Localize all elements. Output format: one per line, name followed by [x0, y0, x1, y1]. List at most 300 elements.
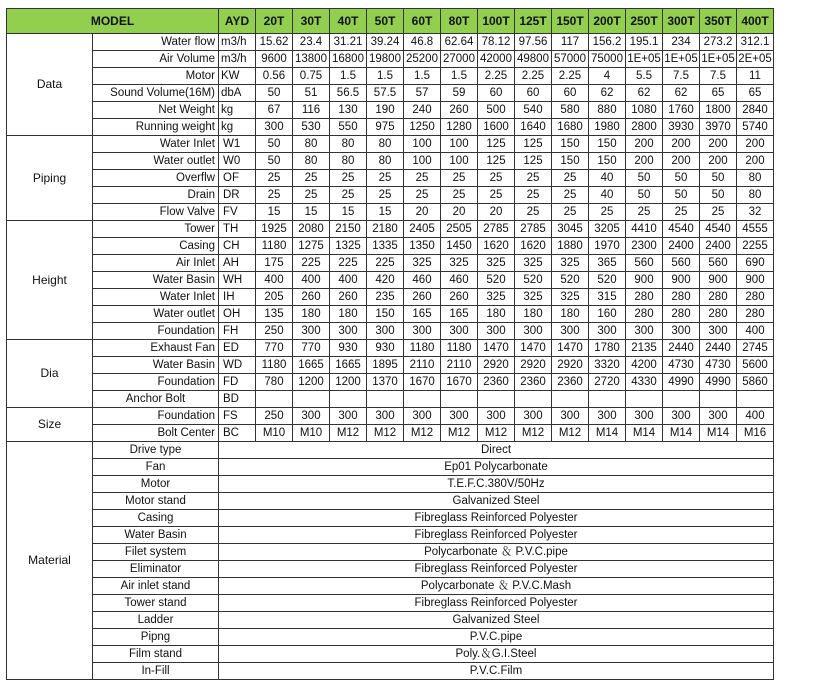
value-cell: 25 [552, 187, 589, 204]
value-cell: M12 [330, 425, 367, 442]
value-cell: 1925 [256, 221, 293, 238]
value-cell: 400 [737, 408, 774, 425]
material-row [7, 663, 774, 680]
value-cell: 1250 [404, 119, 441, 136]
material-value: T.E.F.C.380V/50Hz [219, 476, 774, 493]
row-unit-label: FV [219, 204, 256, 221]
header-row [7, 9, 774, 34]
value-cell: M10 [293, 425, 330, 442]
value-cell: 27000 [441, 51, 478, 68]
value-cell: 2920 [515, 357, 552, 374]
model-col-header: 40T [330, 9, 367, 34]
value-cell: 200 [626, 136, 663, 153]
table-row [7, 340, 774, 357]
row-item-label: Water Inlet [93, 136, 219, 153]
material-value: Fibreglass Reinforced Polyester [219, 595, 774, 612]
value-cell: 2920 [552, 357, 589, 374]
value-cell: 97.56 [515, 34, 552, 51]
value-cell: 205 [256, 289, 293, 306]
value-cell: 80 [737, 187, 774, 204]
value-cell: 300 [404, 323, 441, 340]
table-row [7, 119, 774, 136]
value-cell: 300 [515, 323, 552, 340]
value-cell: 5600 [737, 357, 774, 374]
value-cell: 0.56 [256, 68, 293, 85]
value-cell: 260 [441, 289, 478, 306]
value-cell: 2135 [626, 340, 663, 357]
value-cell: 460 [404, 272, 441, 289]
row-item-label: Overflw [93, 170, 219, 187]
value-cell: 325 [478, 289, 515, 306]
value-cell: 2745 [737, 340, 774, 357]
row-unit-label: WD [219, 357, 256, 374]
value-cell: 50 [256, 85, 293, 102]
value-cell: 150 [552, 136, 589, 153]
value-cell: 225 [367, 255, 404, 272]
value-cell: 4330 [626, 374, 663, 391]
value-cell: 15 [256, 204, 293, 221]
value-cell [663, 391, 700, 408]
value-cell: 540 [515, 102, 552, 119]
value-cell: 25 [441, 170, 478, 187]
value-cell: 150 [367, 306, 404, 323]
row-item-label: Exhaust Fan [93, 340, 219, 357]
table-row [7, 136, 774, 153]
value-cell: 1180 [256, 357, 293, 374]
value-cell: 2800 [626, 119, 663, 136]
value-cell: 2785 [478, 221, 515, 238]
material-row [7, 493, 774, 510]
value-cell: 325 [515, 289, 552, 306]
table-row [7, 187, 774, 204]
table-row [7, 255, 774, 272]
value-cell: 100 [404, 136, 441, 153]
model-col-header: 50T [367, 9, 404, 34]
row-unit-label: W1 [219, 136, 256, 153]
value-cell: 40 [589, 170, 626, 187]
material-value: Polycarbonate ＆ P.V.C.Mash [219, 578, 774, 595]
table-row [7, 204, 774, 221]
value-cell: 1470 [552, 340, 589, 357]
value-cell: 180 [552, 306, 589, 323]
model-col-header: 350T [700, 9, 737, 34]
value-cell: 3320 [589, 357, 626, 374]
material-value: Poly.＆G.I.Steel [219, 646, 774, 663]
material-row [7, 612, 774, 629]
value-cell: 1275 [293, 238, 330, 255]
row-item-label: Tower [93, 221, 219, 238]
value-cell: 57.5 [367, 85, 404, 102]
row-unit-label: AH [219, 255, 256, 272]
value-cell: 325 [552, 255, 589, 272]
value-cell: 235 [367, 289, 404, 306]
value-cell: 2360 [552, 374, 589, 391]
value-cell: 100 [441, 153, 478, 170]
value-cell: 2.25 [478, 68, 515, 85]
value-cell: 50 [256, 136, 293, 153]
value-cell: 1325 [330, 238, 367, 255]
value-cell: 520 [515, 272, 552, 289]
row-item-label: Bolt Center [93, 425, 219, 442]
row-item-label: Sound Volume(16M) [93, 85, 219, 102]
value-cell: 1180 [404, 340, 441, 357]
value-cell [367, 391, 404, 408]
value-cell [330, 391, 367, 408]
value-cell: 2360 [478, 374, 515, 391]
row-unit-label: TH [219, 221, 256, 238]
material-row [7, 595, 774, 612]
group-label-data: Data [7, 34, 93, 136]
value-cell: 31.21 [330, 34, 367, 51]
value-cell: 116 [293, 102, 330, 119]
value-cell: 67 [256, 102, 293, 119]
row-item-label: Foundation [93, 374, 219, 391]
value-cell [404, 391, 441, 408]
value-cell: 25 [330, 187, 367, 204]
value-cell: 1.5 [330, 68, 367, 85]
material-item-label: Filet system [93, 544, 219, 561]
value-cell: 59 [441, 85, 478, 102]
value-cell: 4 [589, 68, 626, 85]
value-cell: 1620 [478, 238, 515, 255]
value-cell: 125 [478, 136, 515, 153]
value-cell: M12 [478, 425, 515, 442]
table-row [7, 68, 774, 85]
table-row [7, 85, 774, 102]
value-cell [256, 391, 293, 408]
value-cell: 25 [552, 204, 589, 221]
value-cell: 80 [367, 153, 404, 170]
value-cell: 1E+05 [626, 51, 663, 68]
value-cell: 4730 [663, 357, 700, 374]
value-cell: 4410 [626, 221, 663, 238]
value-cell: 770 [256, 340, 293, 357]
value-cell: 50 [700, 187, 737, 204]
row-unit-label: BD [219, 391, 256, 408]
value-cell: 1470 [478, 340, 515, 357]
value-cell: 1080 [626, 102, 663, 119]
row-unit-label: m3/h [219, 51, 256, 68]
value-cell: 300 [515, 408, 552, 425]
value-cell: M12 [367, 425, 404, 442]
value-cell: 25 [367, 187, 404, 204]
model-col-header: 20T [256, 9, 293, 34]
value-cell: 150 [552, 153, 589, 170]
row-item-label: Motor [93, 68, 219, 85]
value-cell: 4555 [737, 221, 774, 238]
value-cell [515, 391, 552, 408]
value-cell: 1.5 [441, 68, 478, 85]
value-cell: 1620 [515, 238, 552, 255]
row-item-label: Flow Valve [93, 204, 219, 221]
value-cell: 2E+05 [737, 51, 774, 68]
value-cell: M14 [626, 425, 663, 442]
value-cell: 250 [256, 323, 293, 340]
value-cell: 25 [515, 187, 552, 204]
value-cell: 300 [293, 408, 330, 425]
value-cell: 880 [589, 102, 626, 119]
value-cell: 300 [663, 323, 700, 340]
value-cell: 57000 [552, 51, 589, 68]
table-row [7, 289, 774, 306]
value-cell: 25 [367, 170, 404, 187]
value-cell: M10 [256, 425, 293, 442]
value-cell: 23.4 [293, 34, 330, 51]
value-cell: 25 [700, 204, 737, 221]
spec-table-container [6, 8, 774, 680]
material-value: Fibreglass Reinforced Polyester [219, 527, 774, 544]
value-cell: 65 [700, 85, 737, 102]
value-cell: 2.25 [515, 68, 552, 85]
value-cell: 930 [367, 340, 404, 357]
value-cell: 2300 [626, 238, 663, 255]
value-cell: 1.5 [404, 68, 441, 85]
value-cell: 1665 [293, 357, 330, 374]
value-cell: 32 [737, 204, 774, 221]
value-cell: 4200 [626, 357, 663, 374]
value-cell: 50 [663, 187, 700, 204]
value-cell: 25200 [404, 51, 441, 68]
value-cell: 80 [330, 153, 367, 170]
spec-table-body [7, 34, 774, 680]
material-item-label: Pipng [93, 629, 219, 646]
value-cell: 2840 [737, 102, 774, 119]
material-row [7, 646, 774, 663]
material-value: P.V.C.pipe [219, 629, 774, 646]
material-value: Direct [219, 442, 774, 459]
value-cell: M12 [404, 425, 441, 442]
value-cell: 25 [330, 170, 367, 187]
value-cell: 300 [478, 323, 515, 340]
value-cell: 20 [478, 204, 515, 221]
value-cell: M12 [552, 425, 589, 442]
value-cell: 62 [589, 85, 626, 102]
value-cell: 400 [737, 323, 774, 340]
value-cell: 250 [256, 408, 293, 425]
value-cell: 1335 [367, 238, 404, 255]
row-unit-label: IH [219, 289, 256, 306]
value-cell: 300 [589, 323, 626, 340]
row-unit-label: WH [219, 272, 256, 289]
value-cell: M12 [441, 425, 478, 442]
value-cell: 300 [626, 408, 663, 425]
value-cell: 300 [552, 323, 589, 340]
value-cell: 5740 [737, 119, 774, 136]
value-cell: 100 [441, 136, 478, 153]
value-cell: 2920 [478, 357, 515, 374]
value-cell: 3045 [552, 221, 589, 238]
table-row [7, 170, 774, 187]
value-cell: 150 [589, 153, 626, 170]
model-col-header: 60T [404, 9, 441, 34]
value-cell: 25 [478, 170, 515, 187]
value-cell: 280 [737, 289, 774, 306]
model-col-header: 30T [293, 9, 330, 34]
value-cell: 180 [478, 306, 515, 323]
material-value: Fibreglass Reinforced Polyester [219, 561, 774, 578]
material-value: Galvanized Steel [219, 493, 774, 510]
value-cell: 15.62 [256, 34, 293, 51]
value-cell: 1370 [367, 374, 404, 391]
value-cell: 280 [700, 289, 737, 306]
value-cell: 50 [256, 153, 293, 170]
material-row [7, 510, 774, 527]
row-item-label: Water Inlet [93, 289, 219, 306]
value-cell: 80 [737, 170, 774, 187]
row-item-label: Air Inlet [93, 255, 219, 272]
row-unit-label: dbA [219, 85, 256, 102]
material-row [7, 544, 774, 561]
value-cell: 225 [330, 255, 367, 272]
value-cell [552, 391, 589, 408]
value-cell: 4540 [663, 221, 700, 238]
table-row [7, 408, 774, 425]
material-item-label: Casing [93, 510, 219, 527]
value-cell: 50 [626, 170, 663, 187]
value-cell: 11 [737, 68, 774, 85]
value-cell: 25 [515, 170, 552, 187]
value-cell: 62 [663, 85, 700, 102]
value-cell: 2360 [515, 374, 552, 391]
group-label-size: Size [7, 408, 93, 442]
value-cell: 560 [663, 255, 700, 272]
value-cell: 75000 [589, 51, 626, 68]
value-cell: 580 [552, 102, 589, 119]
value-cell: 520 [589, 272, 626, 289]
value-cell: 900 [626, 272, 663, 289]
row-item-label: Running weight [93, 119, 219, 136]
value-cell [441, 391, 478, 408]
material-item-label: Water Basin [93, 527, 219, 544]
value-cell: 930 [330, 340, 367, 357]
row-unit-label: kg [219, 119, 256, 136]
table-row [7, 306, 774, 323]
row-unit-label: kg [219, 102, 256, 119]
value-cell: 15 [293, 204, 330, 221]
table-row [7, 34, 774, 51]
row-unit-label: FS [219, 408, 256, 425]
value-cell: 200 [700, 153, 737, 170]
row-unit-label: FD [219, 374, 256, 391]
value-cell: M14 [589, 425, 626, 442]
row-unit-label: CH [219, 238, 256, 255]
value-cell: 125 [515, 153, 552, 170]
material-row [7, 459, 774, 476]
value-cell: 1200 [293, 374, 330, 391]
material-item-label: Film stand [93, 646, 219, 663]
value-cell: 13800 [293, 51, 330, 68]
value-cell: 65 [737, 85, 774, 102]
value-cell: 300 [626, 323, 663, 340]
value-cell: 2720 [589, 374, 626, 391]
value-cell: 160 [589, 306, 626, 323]
row-item-label: Water flow [93, 34, 219, 51]
value-cell: 80 [330, 136, 367, 153]
group-label-height: Height [7, 221, 93, 340]
row-unit-label: OH [219, 306, 256, 323]
row-item-label: Air Volume [93, 51, 219, 68]
value-cell: 280 [663, 289, 700, 306]
value-cell: 2505 [441, 221, 478, 238]
value-cell: 165 [441, 306, 478, 323]
value-cell: 260 [404, 289, 441, 306]
value-cell: 20 [441, 204, 478, 221]
material-row [7, 527, 774, 544]
value-cell: 780 [256, 374, 293, 391]
value-cell: 200 [737, 153, 774, 170]
value-cell: 25 [256, 170, 293, 187]
value-cell: 280 [700, 306, 737, 323]
value-cell: 460 [441, 272, 478, 289]
model-col-header: 250T [626, 9, 663, 34]
table-row [7, 238, 774, 255]
material-row [7, 442, 774, 459]
table-row [7, 102, 774, 119]
value-cell: 1600 [478, 119, 515, 136]
value-cell: 300 [700, 408, 737, 425]
value-cell: 300 [404, 408, 441, 425]
value-cell: 1680 [552, 119, 589, 136]
value-cell: 200 [626, 153, 663, 170]
value-cell: 975 [367, 119, 404, 136]
value-cell: 3970 [700, 119, 737, 136]
table-row [7, 272, 774, 289]
value-cell: 60 [552, 85, 589, 102]
value-cell: 2110 [404, 357, 441, 374]
value-cell: 200 [663, 153, 700, 170]
value-cell: M14 [663, 425, 700, 442]
value-cell: 280 [626, 289, 663, 306]
value-cell: 560 [700, 255, 737, 272]
material-item-label: Motor [93, 476, 219, 493]
value-cell: 1880 [552, 238, 589, 255]
value-cell: 280 [663, 306, 700, 323]
value-cell: 40 [589, 187, 626, 204]
value-cell: M12 [515, 425, 552, 442]
value-cell: 180 [293, 306, 330, 323]
material-item-label: Air inlet stand [93, 578, 219, 595]
value-cell: 130 [330, 102, 367, 119]
value-cell: M16 [737, 425, 774, 442]
material-value: Fibreglass Reinforced Polyester [219, 510, 774, 527]
value-cell: 1800 [700, 102, 737, 119]
value-cell: 690 [737, 255, 774, 272]
value-cell: 2440 [663, 340, 700, 357]
value-cell: 2255 [737, 238, 774, 255]
value-cell: 1980 [589, 119, 626, 136]
value-cell [700, 391, 737, 408]
row-unit-label: m3/h [219, 34, 256, 51]
table-row [7, 153, 774, 170]
model-col-header: 400T [737, 9, 774, 34]
table-row [7, 374, 774, 391]
value-cell: 125 [515, 136, 552, 153]
value-cell: 56.5 [330, 85, 367, 102]
table-row [7, 425, 774, 442]
row-unit-label: ED [219, 340, 256, 357]
value-cell: 234 [663, 34, 700, 51]
value-cell: 1970 [589, 238, 626, 255]
value-cell: 1180 [441, 340, 478, 357]
value-cell: 4990 [700, 374, 737, 391]
value-cell: 1670 [441, 374, 478, 391]
material-row [7, 578, 774, 595]
value-cell: 400 [293, 272, 330, 289]
material-item-label: Eliminator [93, 561, 219, 578]
value-cell: 900 [737, 272, 774, 289]
value-cell: 2400 [700, 238, 737, 255]
value-cell: 1665 [330, 357, 367, 374]
